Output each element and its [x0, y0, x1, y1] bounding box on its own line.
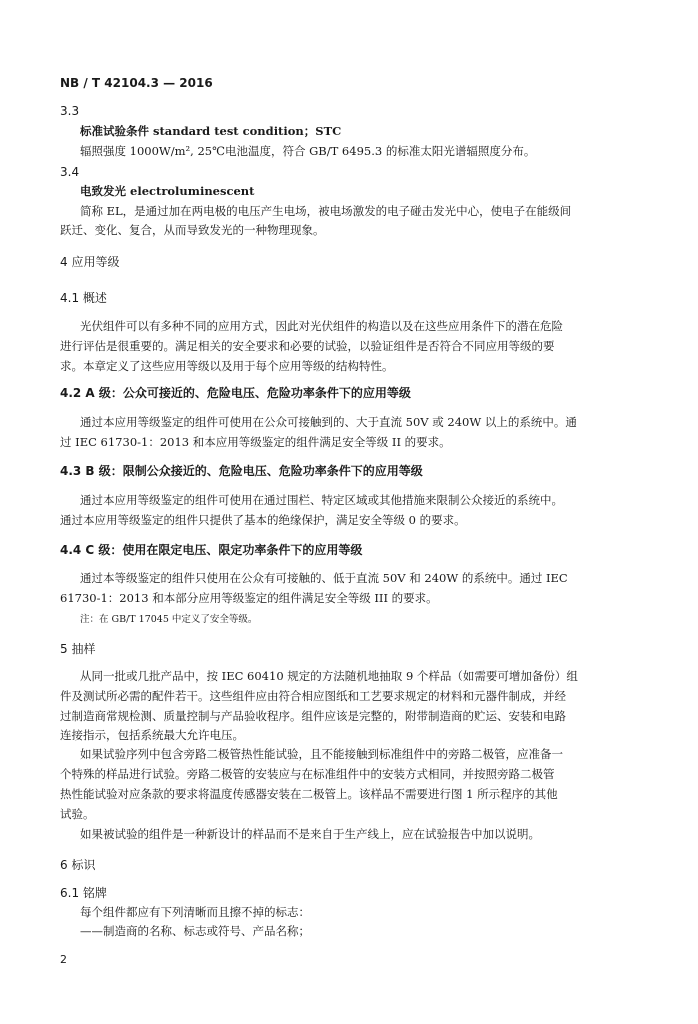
- definition-el-line: 简称 EL，是通过加在两电极的电压产生电场，被电场激发的电子碰击发光中心，使电子在能级间: [80, 204, 572, 218]
- subsection-heading-4-3: 4.3 B 级：限制公众接近的、危险电压、危险功率条件下的应用等级: [60, 464, 423, 478]
- section-heading-6: 6 标识: [60, 858, 96, 872]
- paragraph-line: 每个组件都应有下列清晰而且擦不掉的标志：: [80, 905, 310, 919]
- subsection-heading-6-1: 6.1 铭牌: [60, 886, 107, 900]
- term-stc: 标准试验条件 standard test condition；STC: [80, 124, 342, 138]
- paragraph-line: 通过本等级鉴定的组件只使用在公众有可接触的、低于直流 50V 和 240W 的系统中。通过 IEC: [80, 571, 568, 585]
- paragraph-line: 如果被试验的组件是一种新设计的样品而不是来自于生产线上，应在试验报告中加以说明。: [80, 827, 540, 841]
- subsection-heading-4-2: 4.2 A 级：公众可接近的、危险电压、危险功率条件下的应用等级: [60, 386, 411, 400]
- section-heading-4: 4 应用等级: [60, 255, 120, 269]
- paragraph-line: 从同一批或几批产品中，按 IEC 60410 规定的方法随机地抽取 9 个样品（如需要可增加备份）组: [80, 669, 578, 683]
- paragraph-line: 通过本应用等级鉴定的组件只提供了基本的绝缘保护，满足安全等级 0 的要求。: [60, 513, 466, 527]
- paragraph-line: 过 IEC 61730-1：2013 和本应用等级鉴定的组件满足安全等级 II 的要求。: [60, 435, 451, 449]
- subsection-heading-4-4: 4.4 C 级：使用在限定电压、限定功率条件下的应用等级: [60, 543, 363, 557]
- note: 注：在 GB/T 17045 中定义了安全等级。: [80, 614, 258, 625]
- clause-number-3-4: 3.4: [60, 165, 80, 179]
- term-el: 电致发光 electroluminescent: [80, 184, 255, 198]
- paragraph-line: 件及测试所必需的配件若干。这些组件应由符合相应图纸和工艺要求规定的材料和元器件制成，并经: [60, 689, 566, 703]
- paragraph-line: 个特殊的样品进行试验。旁路二极管的安装应与在标准组件中的安装方式相同，并按照旁路二极管: [60, 767, 555, 781]
- subsection-heading-4-1: 4.1 概述: [60, 291, 107, 305]
- paragraph-line: 热性能试验对应条款的要求将温度传感器安装在二极管上。该样品不需要进行图 1 所示程序的其他: [60, 787, 558, 801]
- paragraph-line: 如果试验序列中包含旁路二极管热性能试验，且不能接触到标准组件中的旁路二极管，应准备一: [80, 747, 563, 761]
- page-number: 2: [60, 953, 67, 966]
- paragraph-line: 进行评估是很重要的。满足相关的安全要求和必要的试验，以验证组件是否符合不同应用等级的要: [60, 339, 555, 353]
- definition-stc: 辐照强度 1000W/m², 25℃电池温度，符合 GB/T 6495.3 的标准太阳光谱辐照度分布。: [80, 144, 536, 158]
- clause-number-3-3: 3.3: [60, 104, 80, 118]
- paragraph-line: 过制造商常规检测、质量控制与产品验收程序。组件应该是完整的，附带制造商的贮运、安装和电路: [60, 709, 566, 723]
- paragraph-line: 通过本应用等级鉴定的组件可使用在通过围栏、特定区域或其他措施来限制公众接近的系统中。: [80, 493, 563, 507]
- definition-el-line: 跃迁、变化、复合，从而导致发光的一种物理现象。: [60, 223, 325, 237]
- paragraph-line: 试验。: [60, 807, 95, 821]
- standard-id: NB / T 42104.3 — 2016: [60, 76, 213, 90]
- paragraph-line: 通过本应用等级鉴定的组件可使用在公众可接触到的、大于直流 50V 或 240W 以上的系统中。通: [80, 415, 577, 429]
- paragraph-line: 61730-1：2013 和本部分应用等级鉴定的组件满足安全等级 III 的要求。: [60, 591, 438, 605]
- section-heading-5: 5 抽样: [60, 642, 96, 656]
- list-item: ——制造商的名称、标志或符号、产品名称；: [80, 924, 310, 938]
- paragraph-line: 求。本章定义了这些应用等级以及用于每个应用等级的结构特性。: [60, 359, 394, 373]
- paragraph-line: 光伏组件可以有多种不同的应用方式，因此对光伏组件的构造以及在这些应用条件下的潜在危险: [80, 319, 563, 333]
- paragraph-line: 连接指示，包括系统最大允许电压。: [60, 728, 244, 742]
